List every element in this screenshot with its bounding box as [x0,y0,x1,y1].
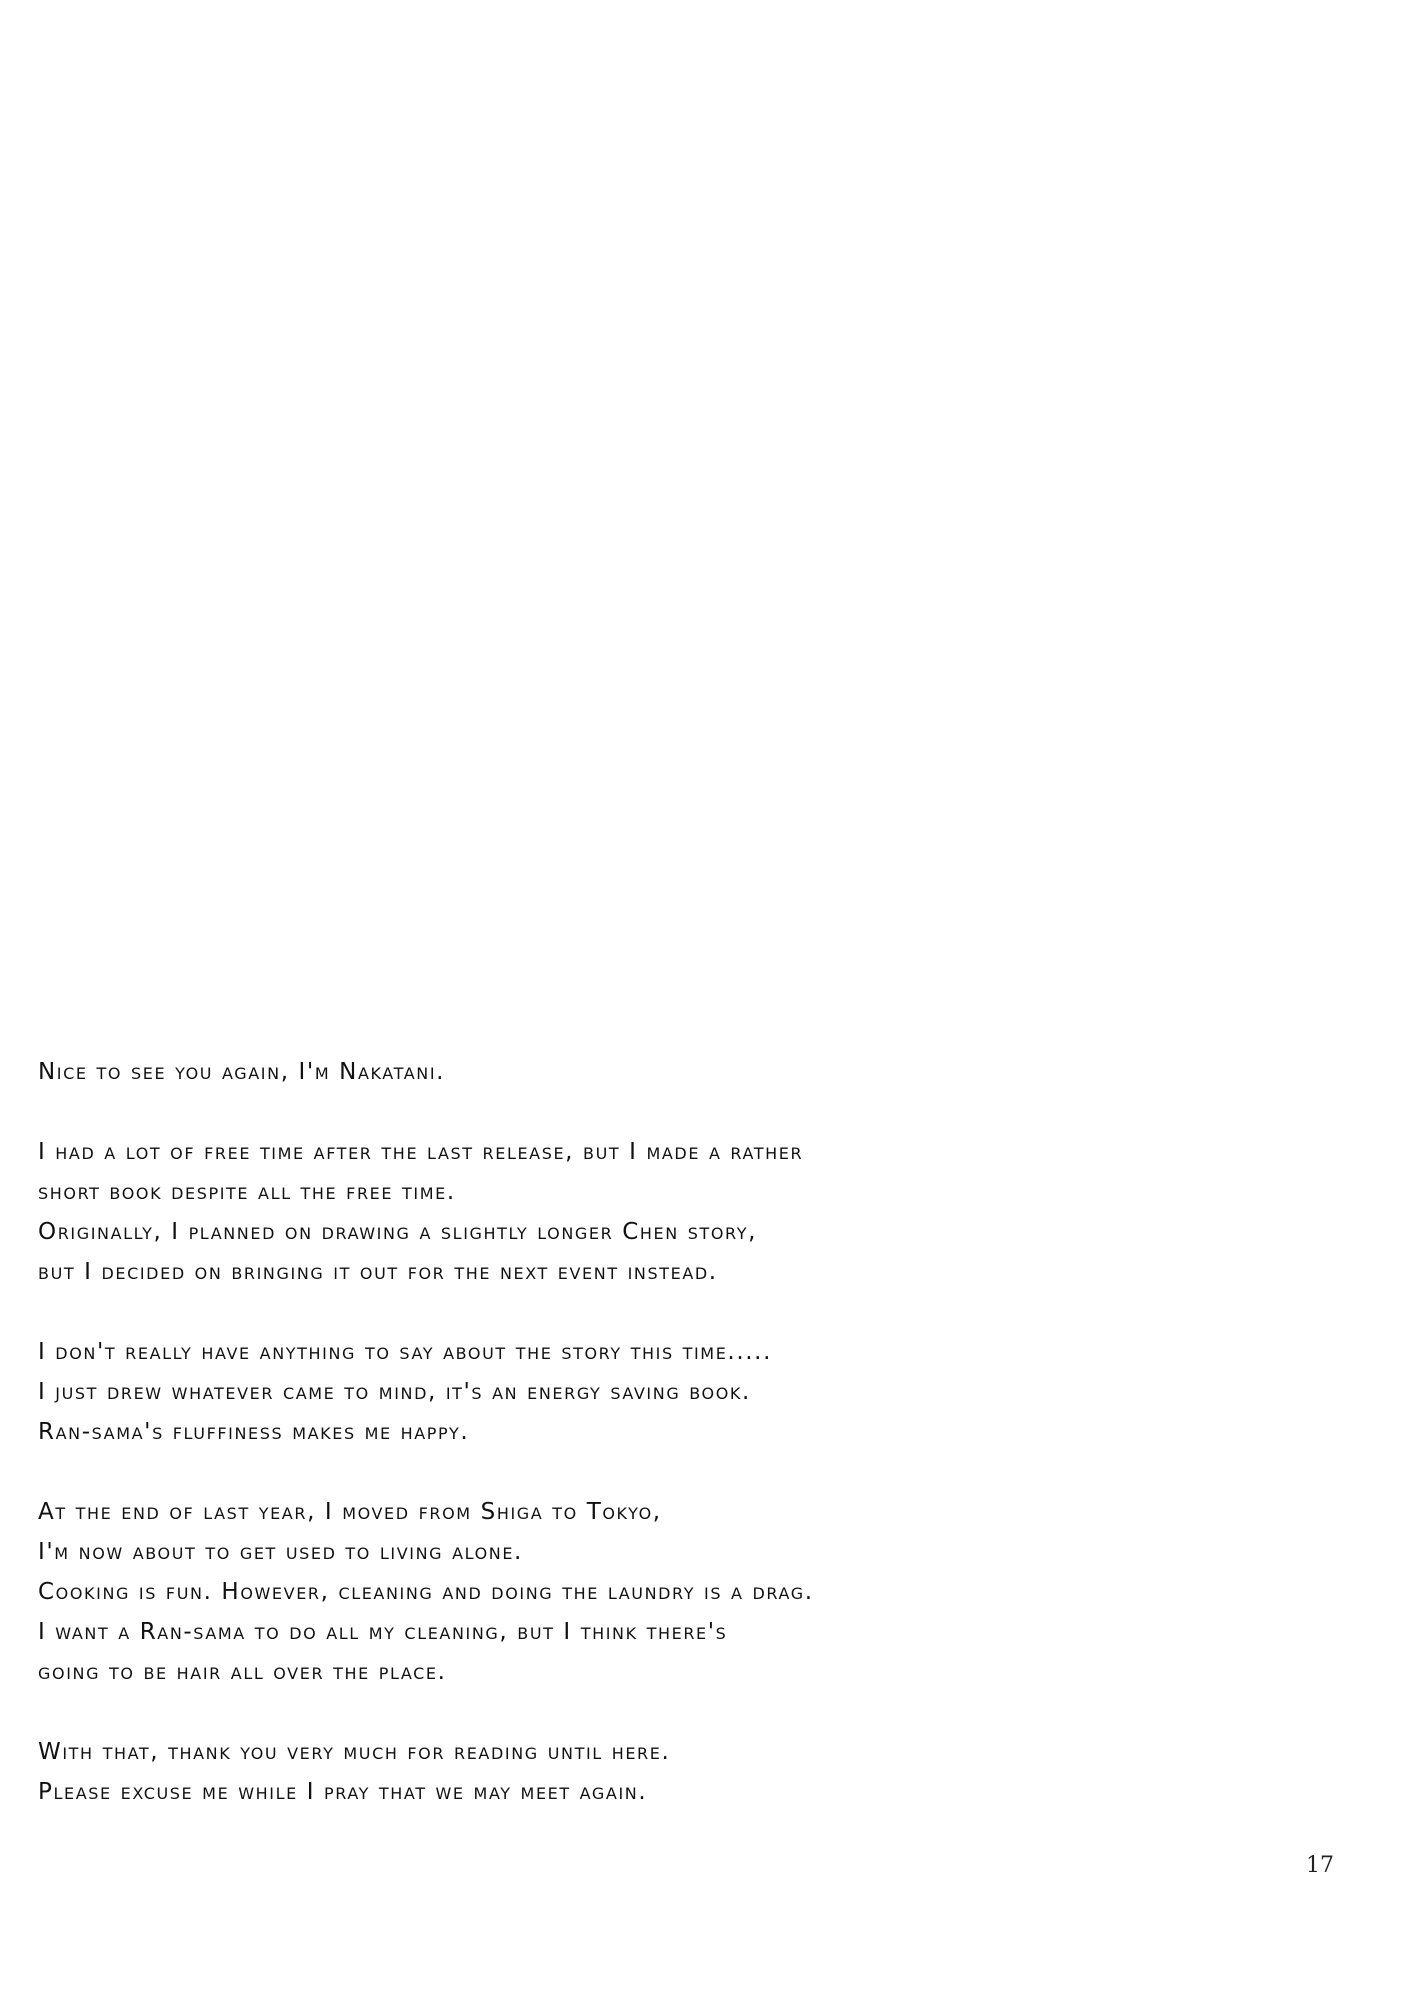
paragraph-greeting [38,1052,1138,1092]
text-line: I'm now about to get used to living alone. [38,1539,523,1565]
page-number: 17 [1306,1853,1334,1878]
text-line: I just drew whatever came to mind, it's an energy saving book. [38,1379,751,1405]
paragraph-closing [38,1732,1138,1812]
text-line: At the end of last year, I moved from Shiga to Tokyo, [38,1499,662,1525]
text-line: Ran-sama's fluffiness makes me happy. [38,1419,470,1445]
paragraph-free-time [38,1132,1138,1292]
text-line: Originally, I planned on drawing a slightly longer Chen story, [38,1219,758,1245]
text-line: With that, thank you very much for reading until here. [38,1739,671,1765]
text-line: Please excuse me while I pray that we may meet again. [38,1779,648,1805]
text-line: going to be hair all over the place. [38,1659,447,1685]
text-line: short book despite all the free time. [38,1179,456,1205]
paragraph-moving [38,1492,1138,1692]
paragraph-story [38,1332,1138,1452]
text-line: but I decided on bringing it out for the next event instead. [38,1259,718,1285]
text-line: Nice to see you again, I'm Nakatani. [38,1059,446,1085]
text-line: Cooking is fun. However, cleaning and doing the laundry is a drag. [38,1579,814,1605]
text-line: I don't really have anything to say about the story this time..... [38,1339,772,1365]
text-line: I want a Ran-sama to do all my cleaning, but I think there's [38,1619,728,1645]
text-line: I had a lot of free time after the last release, but I made a rather [38,1139,804,1165]
afterword-text [38,1052,1138,1812]
